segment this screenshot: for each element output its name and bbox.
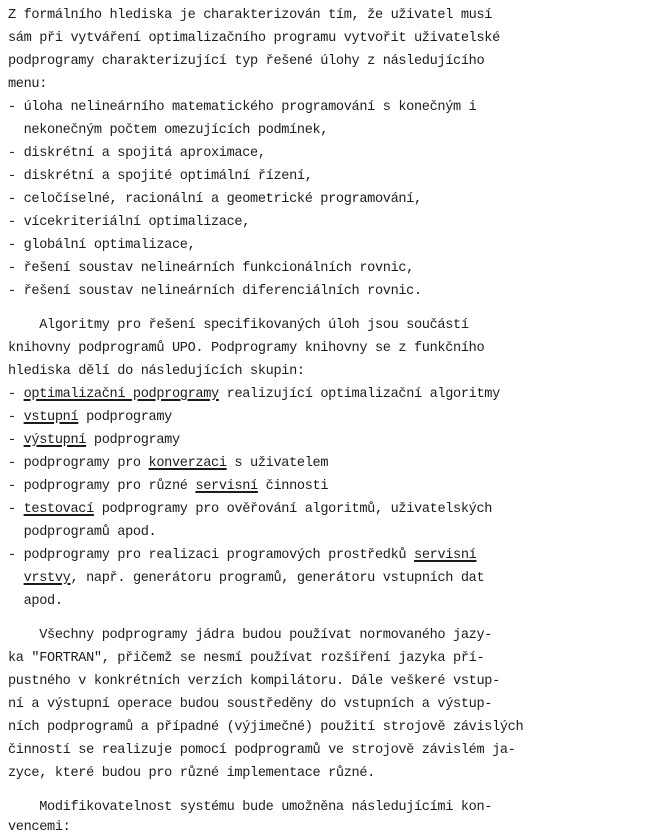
group-underlined-term: testovací [23,502,94,517]
menu-item: - globální optimalizace, [8,238,196,253]
group-prefix: podprogramy pro realizaci programových prostředků [23,548,415,563]
group-rest: , např. generátoru programů, generátoru vstupních dat [70,571,485,586]
core-line: Všechny podprogramy jádra budou používat normovaného jazy- [8,628,493,643]
group-underlined-term: vstupní [23,410,79,425]
menu-item: - řešení soustav nelineárních diferenciálních rovnic. [8,284,422,299]
group-item-continuation: apod. [8,594,63,609]
group-item [8,548,476,564]
intro-line: sám při vytváření optimalizačního programu vytvořit uživatelské [8,31,500,46]
group-underlined-term: servisní [195,479,258,494]
intro-line: menu: [8,77,48,92]
algorithms-line: hlediska dělí do následujících skupin: [8,364,305,379]
group-item [8,433,180,449]
group-prefix: podprogramy pro různé [23,479,196,494]
core-line: ní a výstupní operace budou soustředěny do vstupních a výstup- [8,697,493,712]
core-line: zyce, které budou pro různé implementace různé. [8,766,375,781]
group-underlined-term: vrstvy [23,571,71,586]
core-line: činností se realizuje pomocí podprogramů ve strojově závislém ja- [8,743,516,758]
menu-item: - vícekriteriální optimalizace, [8,215,251,230]
group-rest: činnosti [257,479,329,494]
group-item [8,387,500,403]
group-item [8,479,328,495]
group-rest: podprogramy pro ověřování algoritmů, uživatelských [93,502,493,517]
modifiability-line: vencemi: [8,820,71,835]
group-underlined-term: optimalizační podprogramy [23,387,219,402]
core-line: ka "FORTRAN", přičemž se nesmí používat rozšíření jazyka pří- [8,651,485,666]
menu-item: - celočíselné, racionální a geometrické programování, [8,192,422,207]
group-item-continuation: podprogramů apod. [8,525,157,540]
group-dash: - [8,410,24,425]
group-dash: - [8,387,24,402]
menu-item: nekonečným počtem omezujících podmínek, [8,123,329,138]
core-line: ních podprogramů a případné (výjimečné) použití strojově závislých [8,720,524,735]
intro-line: Z formálního hlediska je charakterizován tím, že uživatel musí [8,8,493,23]
group-dash: - [8,548,24,563]
group-item [8,456,328,472]
modifiability-line: Modifikovatelnost systému bude umožněna následujícími kon- [8,800,493,815]
menu-item: - úloha nelineárního matematického programování s konečným i [8,100,477,115]
group-item [8,571,484,587]
group-dash: - [8,433,24,448]
group-dash [8,571,24,586]
menu-item: - diskrétní a spojitá aproximace, [8,146,266,161]
group-rest: s uživatelem [226,456,329,471]
menu-item: - diskrétní a spojité optimální řízení, [8,169,313,184]
group-rest: podprogramy [86,433,180,448]
group-underlined-term: výstupní [23,433,87,448]
core-line: pustného v konkrétních verzích kompilátoru. Dále veškeré vstup- [8,674,500,689]
group-underlined-term: servisní [414,548,477,563]
group-dash: - [8,456,24,471]
algorithms-line: Algoritmy pro řešení specifikovaných úloh jsou součástí [8,318,469,333]
group-prefix: podprogramy pro [23,456,149,471]
intro-line: podprogramy charakterizující typ řešené úlohy z následujícího [8,54,485,69]
group-item [8,502,492,518]
group-underlined-term: konverzaci [148,456,227,471]
algorithms-line: knihovny podprogramů UPO. Podprogramy knihovny se z funkčního [8,341,485,356]
group-rest: realizující optimalizační algoritmy [218,387,500,402]
group-rest: podprogramy [78,410,172,425]
group-dash: - [8,502,24,517]
group-dash: - [8,479,24,494]
group-item [8,410,172,426]
menu-item: - řešení soustav nelineárních funkcionálních rovnic, [8,261,414,276]
